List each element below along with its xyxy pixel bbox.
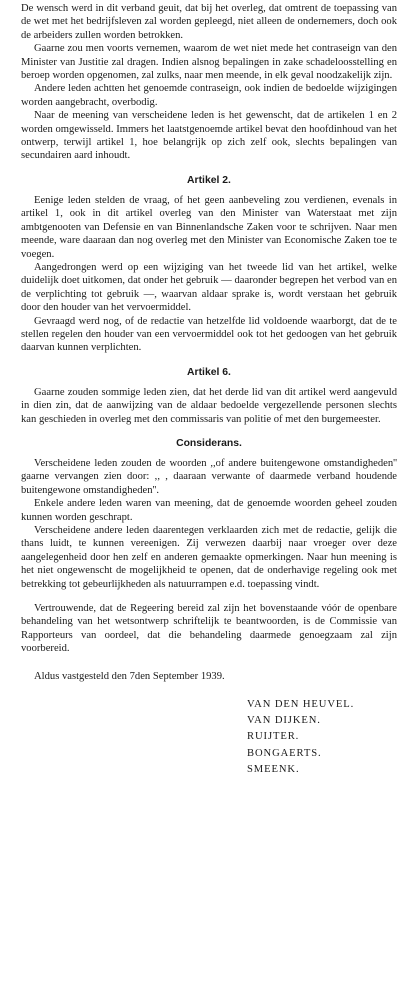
artikel-6-paragraph-1: Gaarne zouden sommige leden zien, dat het derde lid van dit artikel werd aangevuld in dien zin, dat de aanwijzing van de aldaar bedoelde vergezellende personen slechts kan geschieden in overleg met den commissaris van politie of met den burgemeester. bbox=[21, 386, 397, 425]
artikel-2-paragraph-3: Gevraagd werd nog, of de redactie van hetzelfde lid voldoende waarborgt, dat de te stellen regelen den houder van een vervoermiddel ook tot het gedoogen van het gebruik daarvan kunnen verplichten. bbox=[21, 315, 397, 354]
intro-paragraph-3: Andere leden achtten het genoemde contraseign, ook indien de bedoelde wijzigingen worden aangebracht, overbodig. bbox=[21, 83, 397, 108]
closing-paragraph: Vertrouwende, dat de Regeering bereid zal zijn het bovenstaande vóór de openbare behandeling van het wetsontwerp schriftelijk te beantwoorden, is de Commissie van Rapporteurs van oordeel, dat die behandeling daarmede genoegzaam zal zijn voorbereid. bbox=[21, 603, 397, 655]
intro-paragraph-4: Naar de meening van verscheidene leden is het gewenscht, dat de artikelen 1 en 2 worden omgewisseld. Immers het laatstgenoemde artikel bevat den hoofdinhoud van het ontwerp, terwijl artikel 1, hoe belangrijk op zich zelf ook, slechts bepalingen van secundairen aard inhoudt. bbox=[21, 110, 397, 162]
document-page bbox=[0, 2, 414, 1002]
signature-name: RUIJTER. bbox=[247, 731, 300, 743]
adoption-date-line: Aldus vastgesteld den 7den September 1939. bbox=[34, 670, 225, 682]
section-heading-artikel-2: Artikel 2. bbox=[187, 174, 231, 186]
intro-paragraph-2: Gaarne zou men voorts vernemen, waarom de wet niet mede het contraseign van den Minister van Justitie zal dragen. Indien alsnog bepalingen in zake schadeloosstelling en beroep worden opgenomen, zal zulks, naar men meende, in elk geval noodzakelijk zijn. bbox=[21, 43, 397, 82]
signature-name: SMEENK. bbox=[247, 763, 300, 775]
artikel-2-paragraph-1: Eenige leden stelden de vraag, of het geen aanbeveling zou verdienen, evenals in artikel 1, ook in dit artikel overleg van den Minister van Waterstaat met zijn ambtgenooten van Defensie en van Binnenlandsche Zaken voor te schrijven. Naar men meende, ware daaraan dan nog overleg met den Minister van Economische Zaken toe te voegen. bbox=[21, 194, 397, 260]
section-heading-artikel-6: Artikel 6. bbox=[187, 366, 231, 378]
section-heading-considerans: Considerans. bbox=[176, 437, 242, 449]
considerans-paragraph-2: Enkele andere leden waren van meening, dat de genoemde woorden geheel zouden kunnen worden geschrapt. bbox=[21, 498, 397, 523]
signature-block bbox=[247, 697, 397, 778]
signature-name: BONGAERTS. bbox=[247, 747, 322, 759]
intro-paragraph-1: De wensch werd in dit verband geuit, dat bij het overleg, dat omtrent de toepassing van de wet met het bedrijfsleven zal worden gepleegd, niet alleen de ondernemers, doch ook de arbeiders zullen worden betrokken. bbox=[21, 3, 397, 41]
signature-name: VAN DEN HEUVEL. bbox=[247, 699, 355, 711]
considerans-paragraph-1: Verscheidene leden zouden de woorden ,,of andere buitengewone omstandigheden'' gaarne vervangen zien door: ,, , daaraan verwante of daarmede verband houdende buitengewone omstandigheden''. bbox=[21, 457, 397, 496]
artikel-2-paragraph-2: Aangedrongen werd op een wijziging van het tweede lid van het artikel, welke duidelijk doet uitkomen, dat onder het gebruik — daaronder begrepen het verbod van en de verplichting tot gebruik —, waarvan aldaar sprake is, wordt verstaan het gebruik door den houder van het vervoermiddel. bbox=[21, 261, 397, 314]
considerans-paragraph-3: Verscheidene andere leden daarentegen verklaarden zich met de redactie, gelijk die thans luidt, te kunnen vereenigen. Zij verwezen daarbij naar vroeger over deze aangelegenheid door hen zelf en anderen gemaakte opmerkingen. Naar hun meening is het niet ongewenscht de mogelijkheid te openen, dat de onderhavige regeling ook met betrekking tot gebeurlijkheden als natuurrampen e.d. toepassing vindt. bbox=[21, 525, 397, 590]
signature-name: VAN DIJKEN. bbox=[247, 715, 321, 727]
